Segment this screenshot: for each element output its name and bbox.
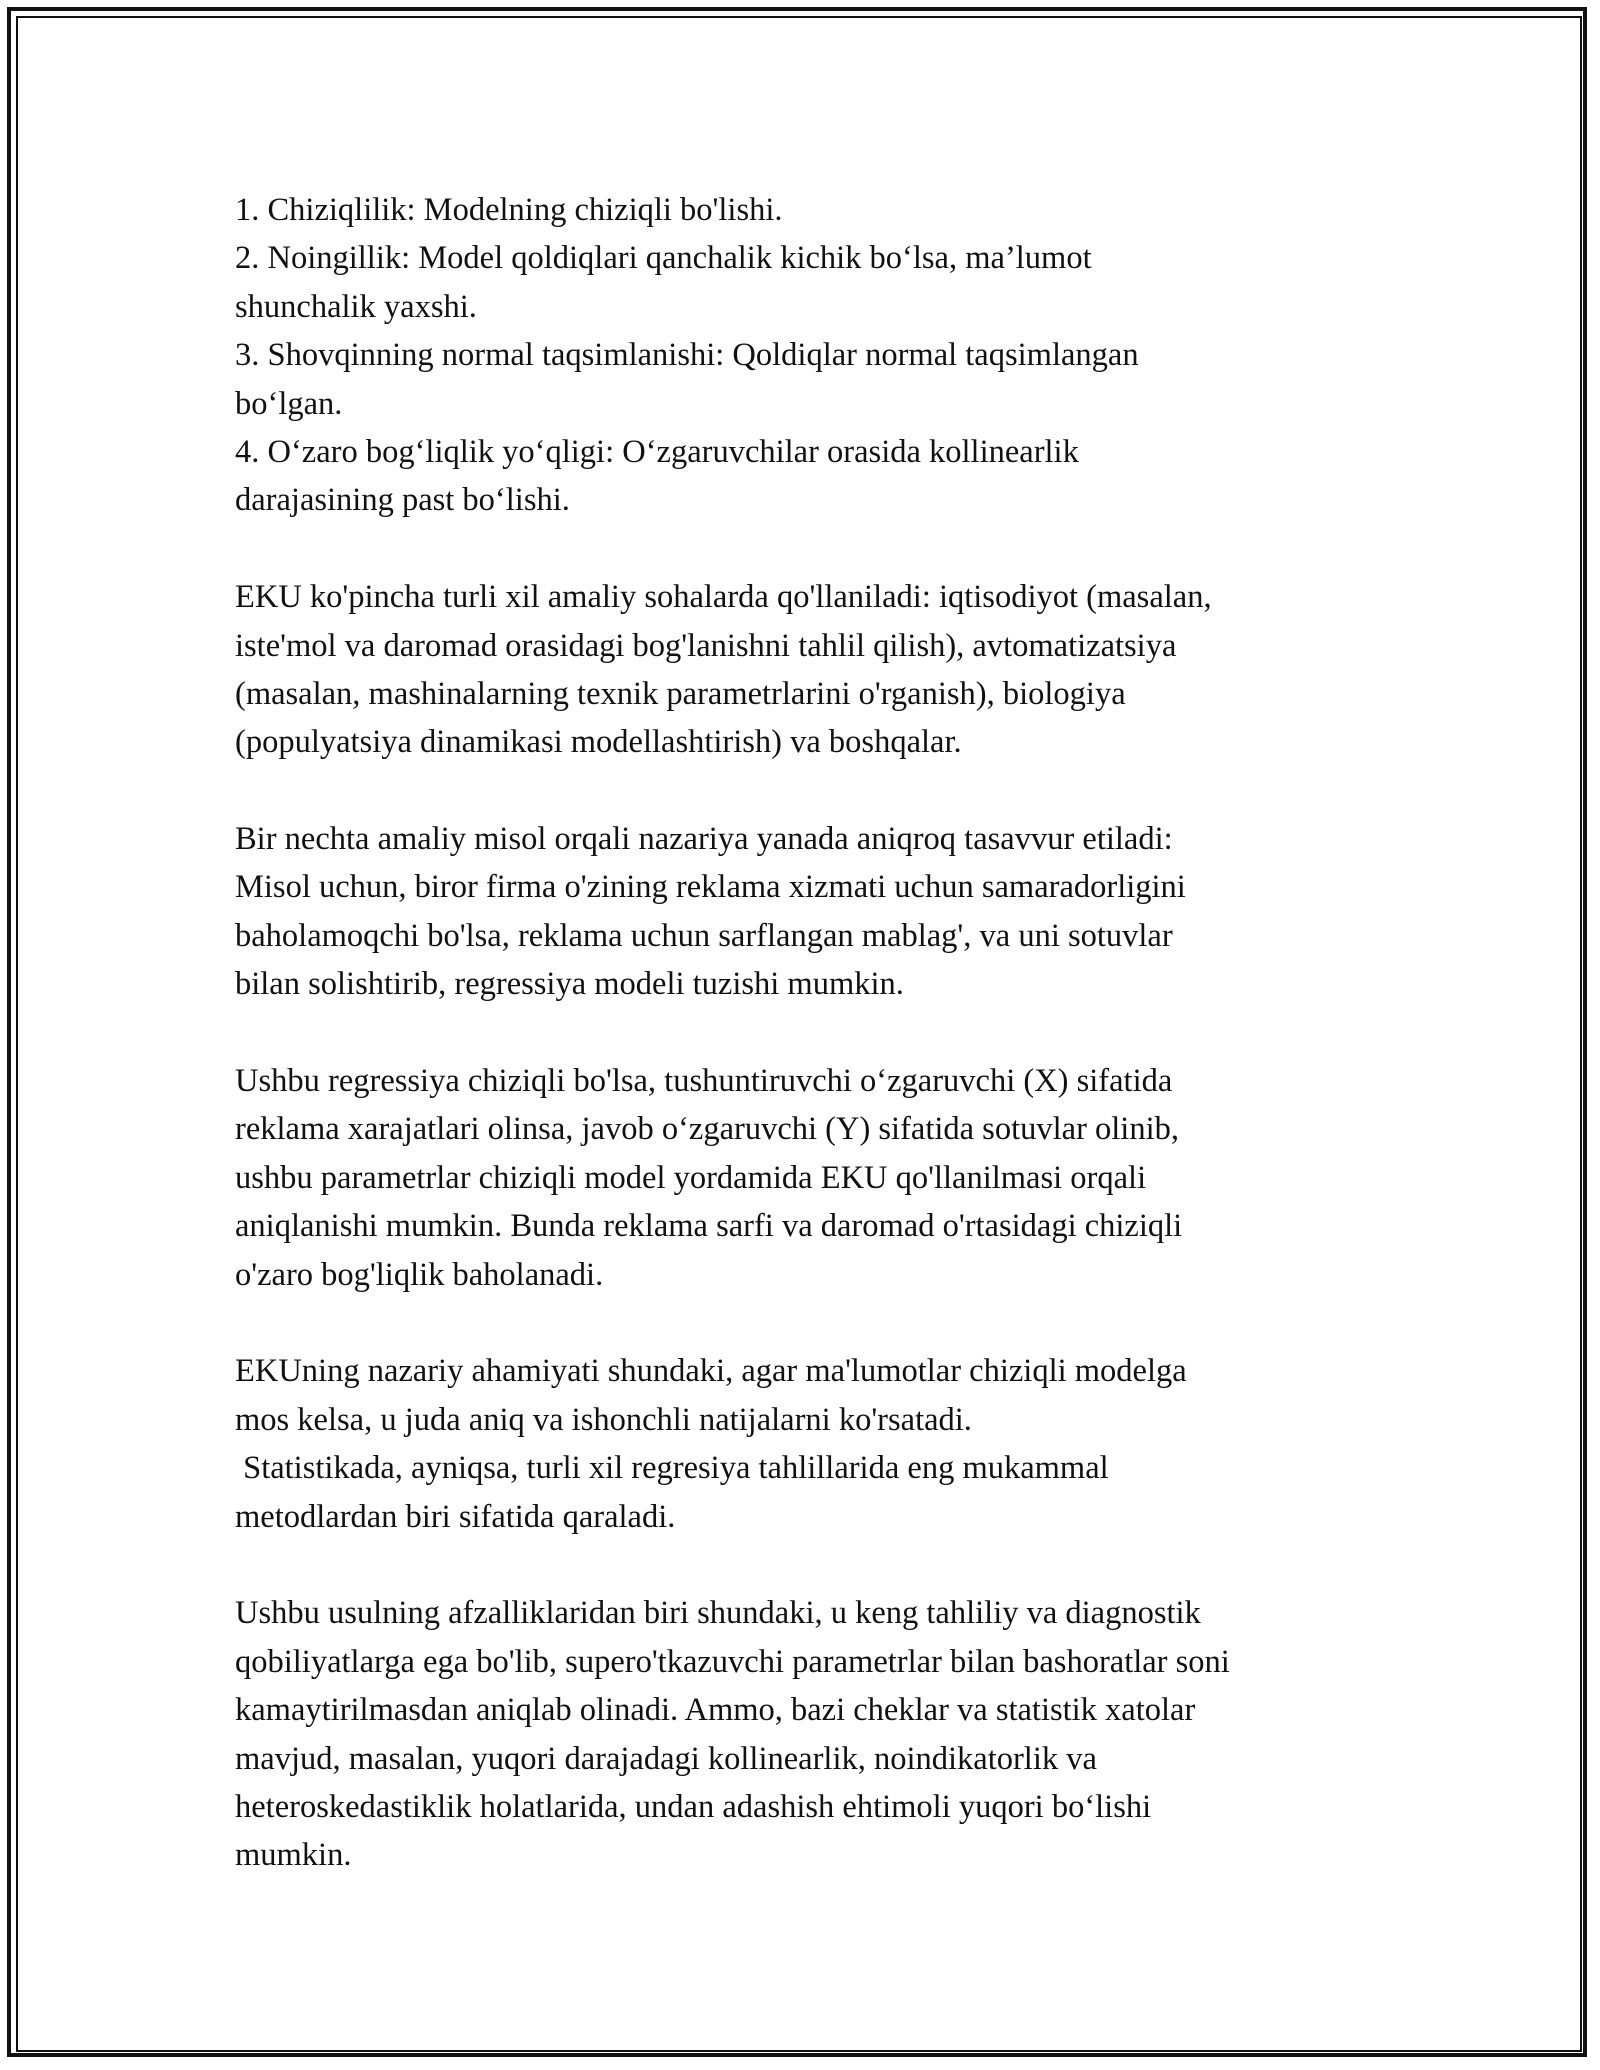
text-line: reklama xarajatlari olinsa, javob o‘zgaruvchi (Y) sifatida sotuvlar olinib, <box>235 1111 1179 1148</box>
paragraph-gap <box>235 1299 1375 1347</box>
text-line: aniqlanishi mumkin. Bunda reklama sarfi va daromad o'rtasidagi chiziqli <box>235 1208 1183 1245</box>
text-line: (masalan, mashinalarning texnik parametrlarini o'rganish), biologiya <box>235 675 1126 712</box>
text-line: qobiliyatlarga ega bo'lib, supero'tkazuvchi parametrlar bilan bashoratlar soni <box>235 1643 1230 1680</box>
text-line: mos kelsa, u juda aniq va ishonchli natijalarni ko'rsatadi. <box>235 1401 972 1438</box>
text-line: metodlardan biri sifatida qaraladi. <box>235 1498 676 1535</box>
paragraph-gap <box>235 1009 1375 1057</box>
text-line: 3. Shovqinning normal taqsimlanishi: Qoldiqlar normal taqsimlangan <box>235 337 1139 374</box>
paragraph-gap <box>235 1541 1375 1589</box>
assumptions-list <box>235 186 1375 525</box>
paragraph-regression <box>235 1057 1375 1299</box>
paragraph-applications <box>235 573 1375 767</box>
text-line: EKU ko'pincha turli xil amaliy sohalarda qo'llaniladi: iqtisodiyot (masalan, <box>235 579 1212 616</box>
text-line: 4. O‘zaro bog‘liqlik yo‘qligi: O‘zgaruvchilar orasida kollinearlik <box>235 433 1079 470</box>
text-line: Misol uchun, biror firma o'zining reklama xizmati uchun samaradorligini <box>235 869 1186 906</box>
text-line: o'zaro bog'liqlik baholanadi. <box>235 1256 604 1293</box>
text-line: kamaytirilmasdan aniqlab olinadi. Ammo, bazi cheklar va statistik xatolar <box>235 1692 1196 1729</box>
text-line: (populyatsiya dinamikasi modellashtirish) va boshqalar. <box>235 724 962 761</box>
paragraph-significance <box>235 1347 1375 1541</box>
text-line: Statistikada, ayniqsa, turli xil regresiya tahlillarida eng mukammal <box>235 1450 1109 1487</box>
list-item <box>235 234 1375 331</box>
list-item <box>235 186 1375 234</box>
text-line: Ushbu usulning afzalliklaridan biri shundaki, u keng tahliliy va diagnostik <box>235 1595 1201 1632</box>
list-item <box>235 331 1375 428</box>
text-line: 1. Chiziqlilik: Modelning chiziqli bo'lishi. <box>235 192 783 228</box>
text-line: heteroskedastiklik holatlarida, undan adashish ehtimoli yuqori bo‘lishi <box>235 1788 1152 1825</box>
text-line: mumkin. <box>235 1837 352 1874</box>
text-line: bilan solishtirib, regressiya modeli tuzishi mumkin. <box>235 966 904 1003</box>
text-line: shunchalik yaxshi. <box>235 288 477 325</box>
text-line: ushbu parametrlar chiziqli model yordamida EKU qo'llanilmasi orqali <box>235 1159 1147 1196</box>
text-line: mavjud, masalan, yuqori darajadagi kollinearlik, noindikatorlik va <box>235 1740 1097 1777</box>
paragraph-advantages <box>235 1589 1375 1879</box>
text-line: iste'mol va daromad orasidagi bog'lanishni tahlil qilish), avtomatizatsiya <box>235 627 1177 664</box>
text-line: EKUning nazariy ahamiyati shundaki, agar ma'lumotlar chiziqli modelga <box>235 1353 1187 1390</box>
paragraph-example <box>235 815 1375 1009</box>
text-line: Ushbu regressiya chiziqli bo'lsa, tushuntiruvchi o‘zgaruvchi (X) sifatida <box>235 1063 1173 1100</box>
text-line: bo‘lgan. <box>235 385 343 422</box>
list-item <box>235 428 1375 525</box>
text-line: darajasining past bo‘lishi. <box>235 482 570 519</box>
text-line: baholamoqchi bo'lsa, reklama uchun sarflangan mablag', va uni sotuvlar <box>235 917 1173 954</box>
text-line: 2. Noingillik: Model qoldiqlari qanchalik kichik bo‘lsa, ma’lumot <box>235 240 1092 277</box>
paragraph-gap <box>235 767 1375 815</box>
document-body <box>235 186 1375 1880</box>
text-line: Bir nechta amaliy misol orqali nazariya yanada aniqroq tasavvur etiladi: <box>235 821 1173 858</box>
paragraph-gap <box>235 525 1375 573</box>
